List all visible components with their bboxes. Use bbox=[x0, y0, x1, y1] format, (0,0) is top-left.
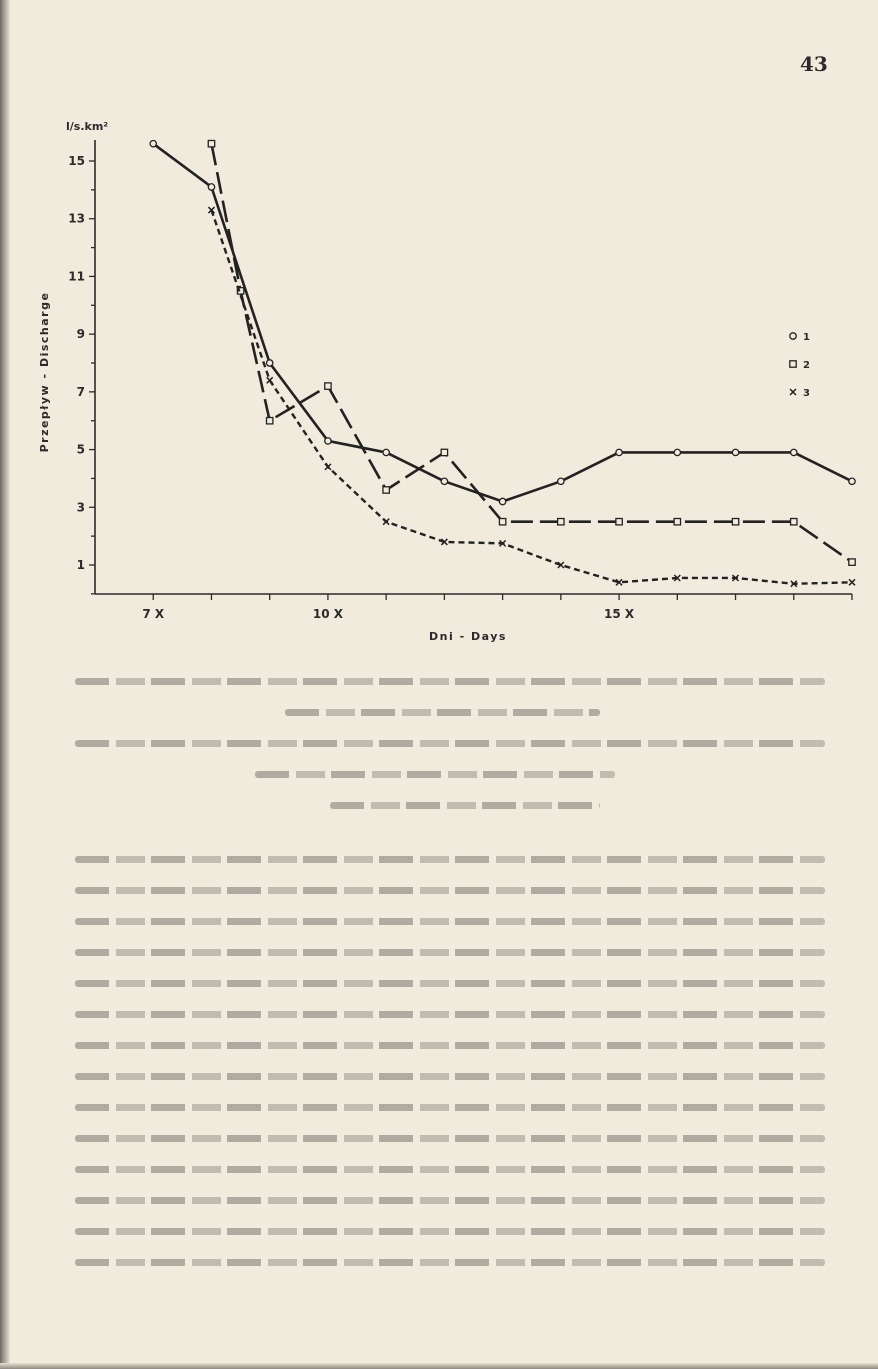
data-point bbox=[790, 389, 796, 395]
chart-series-layer bbox=[150, 140, 855, 586]
y-tick-label: 3 bbox=[76, 500, 85, 515]
body-line bbox=[75, 980, 825, 987]
y-tick-label: 13 bbox=[68, 211, 85, 226]
caption-line bbox=[255, 771, 615, 778]
y-tick-label: 11 bbox=[68, 269, 85, 284]
chart-legend bbox=[790, 332, 810, 399]
body-line bbox=[75, 918, 825, 925]
series-1 bbox=[150, 140, 855, 504]
data-point bbox=[674, 519, 680, 525]
body-line bbox=[75, 1011, 825, 1018]
body-line bbox=[75, 887, 825, 894]
body-line bbox=[75, 1135, 825, 1142]
legend-item-1 bbox=[790, 332, 810, 343]
legend-label: 1 bbox=[803, 332, 810, 343]
x-tick-label: 7 X bbox=[142, 607, 165, 621]
figure-caption-block bbox=[75, 678, 825, 833]
chart-axes bbox=[68, 140, 852, 621]
data-point bbox=[558, 519, 564, 525]
data-point bbox=[441, 478, 447, 484]
body-line bbox=[75, 1042, 825, 1049]
data-point bbox=[558, 478, 564, 484]
y-tick-label: 15 bbox=[68, 154, 85, 168]
data-point bbox=[499, 498, 505, 504]
body-line bbox=[75, 949, 825, 956]
data-point bbox=[674, 449, 680, 455]
series-line bbox=[211, 144, 852, 562]
caption-line bbox=[285, 709, 600, 716]
body-line bbox=[75, 856, 825, 863]
y-tick-label: 1 bbox=[76, 558, 85, 572]
data-point bbox=[383, 449, 389, 455]
data-point bbox=[732, 519, 738, 525]
legend-label: 2 bbox=[803, 360, 810, 371]
y-unit-label: l/s.km² bbox=[66, 120, 109, 133]
data-point bbox=[266, 360, 272, 366]
series-line bbox=[153, 144, 852, 502]
data-point bbox=[616, 519, 622, 525]
data-point bbox=[325, 383, 331, 389]
body-line bbox=[75, 1104, 825, 1111]
data-point bbox=[441, 449, 447, 455]
data-point bbox=[325, 438, 331, 444]
data-point bbox=[499, 519, 505, 525]
caption-line bbox=[75, 678, 825, 685]
data-point bbox=[383, 487, 389, 493]
data-point bbox=[383, 519, 389, 525]
x-tick-label: 10 X bbox=[312, 607, 343, 621]
y-tick-label: 5 bbox=[76, 442, 85, 457]
legend-item-3 bbox=[790, 388, 810, 399]
data-point bbox=[791, 519, 797, 525]
legend-item-2 bbox=[790, 360, 810, 371]
body-line bbox=[75, 1197, 825, 1204]
series-2 bbox=[208, 140, 855, 565]
caption-line bbox=[330, 802, 600, 809]
body-line bbox=[75, 1228, 825, 1235]
body-line bbox=[75, 1073, 825, 1080]
body-line bbox=[75, 1166, 825, 1173]
data-point bbox=[732, 449, 738, 455]
body-text-block bbox=[75, 856, 825, 1290]
data-point bbox=[849, 478, 855, 484]
data-point bbox=[208, 184, 214, 190]
page-bottom-shadow bbox=[0, 1363, 878, 1369]
data-point bbox=[616, 449, 622, 455]
x-tick-label: 15 X bbox=[604, 607, 635, 621]
data-point bbox=[790, 361, 796, 367]
data-point bbox=[150, 140, 156, 146]
y-axis-title: Przepływ - Discharge bbox=[38, 291, 51, 453]
y-tick-label: 9 bbox=[76, 327, 85, 342]
data-point bbox=[849, 579, 855, 585]
y-tick-label: 7 bbox=[76, 384, 85, 399]
series-3 bbox=[208, 207, 855, 587]
data-point bbox=[849, 559, 855, 565]
body-line bbox=[75, 1259, 825, 1266]
data-point bbox=[208, 140, 214, 146]
data-point bbox=[791, 449, 797, 455]
caption-line bbox=[75, 740, 825, 747]
x-axis-title: Dni - Days bbox=[429, 630, 507, 643]
page-number: 43 bbox=[800, 52, 828, 76]
data-point bbox=[266, 418, 272, 424]
discharge-chart bbox=[0, 0, 878, 660]
data-point bbox=[790, 333, 796, 339]
legend-label: 3 bbox=[803, 388, 810, 399]
